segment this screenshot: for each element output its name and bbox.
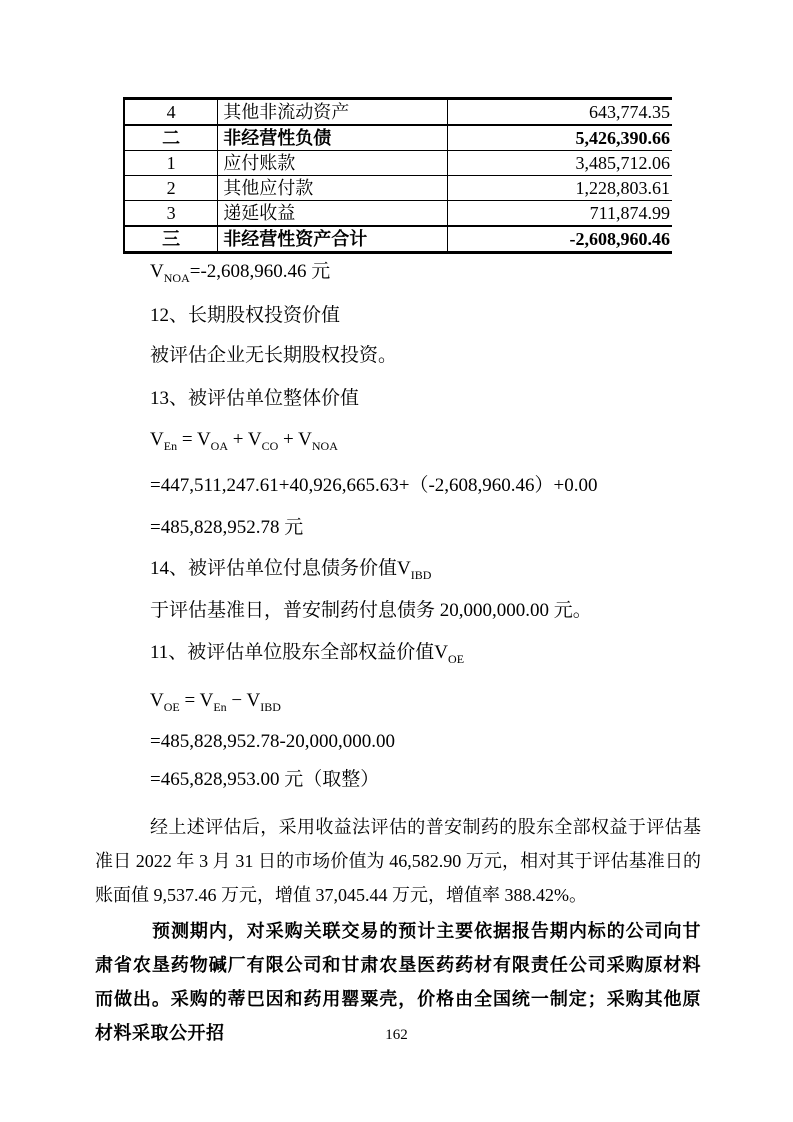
table-row	[124, 125, 672, 151]
table-cell-name: 其他应付款	[218, 176, 448, 201]
table-cell-no: 4	[124, 99, 218, 126]
formula-ven: $V_{En} = V_{OA} + V_{CO} + V_{NOA}$	[150, 429, 338, 453]
table-cell-no: 三	[124, 226, 218, 253]
table-body	[124, 99, 672, 253]
formula-ven-line1: =447,511,247.61+40,926,665.63+（-2,608,960.46）+0.00	[150, 475, 598, 496]
table-cell-no: 二	[124, 125, 218, 151]
table-cell-value: -2,608,960.46	[447, 226, 672, 253]
paragraph-forecast-bold: 预测期内，对采购关联交易的预计主要依据报告期内标的公司向甘肃省农垦药物碱厂有限公司和甘肃农垦医药药材有限责任公司采购原材料而做出。采购的蒂巴因和药用罂粟壳，价格由全国统一制定；采购其他原材料采取公开招	[95, 921, 701, 1043]
heading-11: 11、被评估单位股东全部权益价值$V_{OE}$	[150, 642, 465, 666]
table-cell-name: 应付账款	[218, 151, 448, 176]
table-cell-value: 1,228,803.61	[447, 176, 672, 201]
table-cell-value: 643,774.35	[447, 99, 672, 126]
table-cell-name: 非经营性负债	[218, 125, 448, 151]
formula-voe-line1: =485,828,952.78-20,000,000.00	[150, 731, 396, 752]
heading-14: 14、被评估单位付息债务价值$V_{IBD}$	[150, 558, 432, 582]
formula-voe-line2: =465,828,953.00 元（取整）	[150, 769, 380, 790]
heading-13: 13、被评估单位整体价值	[150, 388, 360, 409]
table-row	[124, 176, 672, 201]
table-cell-name: 其他非流动资产	[218, 99, 448, 126]
table-row	[124, 201, 672, 227]
non-operating-assets-table	[123, 97, 672, 254]
table-cell-no: 1	[124, 151, 218, 176]
table-cell-no: 3	[124, 201, 218, 227]
paragraph-14: 于评估基准日，普安制药付息债务 20,000,000.00 元。	[150, 600, 592, 621]
table-cell-value: 3,485,712.06	[447, 151, 672, 176]
heading-12: 12、长期股权投资价值	[150, 305, 341, 326]
table-cell-value: 5,426,390.66	[447, 125, 672, 151]
table-cell-name: 递延收益	[218, 201, 448, 227]
page-number: 162	[385, 1027, 408, 1043]
formula-vnoa: $V_{NOA}=-2,608,960.46$ 元	[150, 261, 331, 285]
paragraph-12: 被评估企业无长期股权投资。	[150, 345, 398, 366]
formula-voe: $V_{OE} = V_{En} - V_{IBD}$	[150, 690, 281, 714]
formula-ven-line2: =485,828,952.78 元	[150, 517, 304, 538]
table-row	[124, 226, 672, 253]
table-row	[124, 151, 672, 176]
table-cell-name: 非经营性资产合计	[218, 226, 448, 253]
table-row	[124, 99, 672, 126]
paragraph-valuation-summary: 经上述评估后，采用收益法评估的普安制药的股东全部权益于评估基准日 2022 年 3 月 31 日的市场价值为 46,582.90 万元，相对其于评估基准日的账面值 9,537.46 万元，增值 37,045.44 万元，增值率 388.42%。	[95, 817, 701, 905]
table-cell-value: 711,874.99	[447, 201, 672, 227]
table-cell-no: 2	[124, 176, 218, 201]
